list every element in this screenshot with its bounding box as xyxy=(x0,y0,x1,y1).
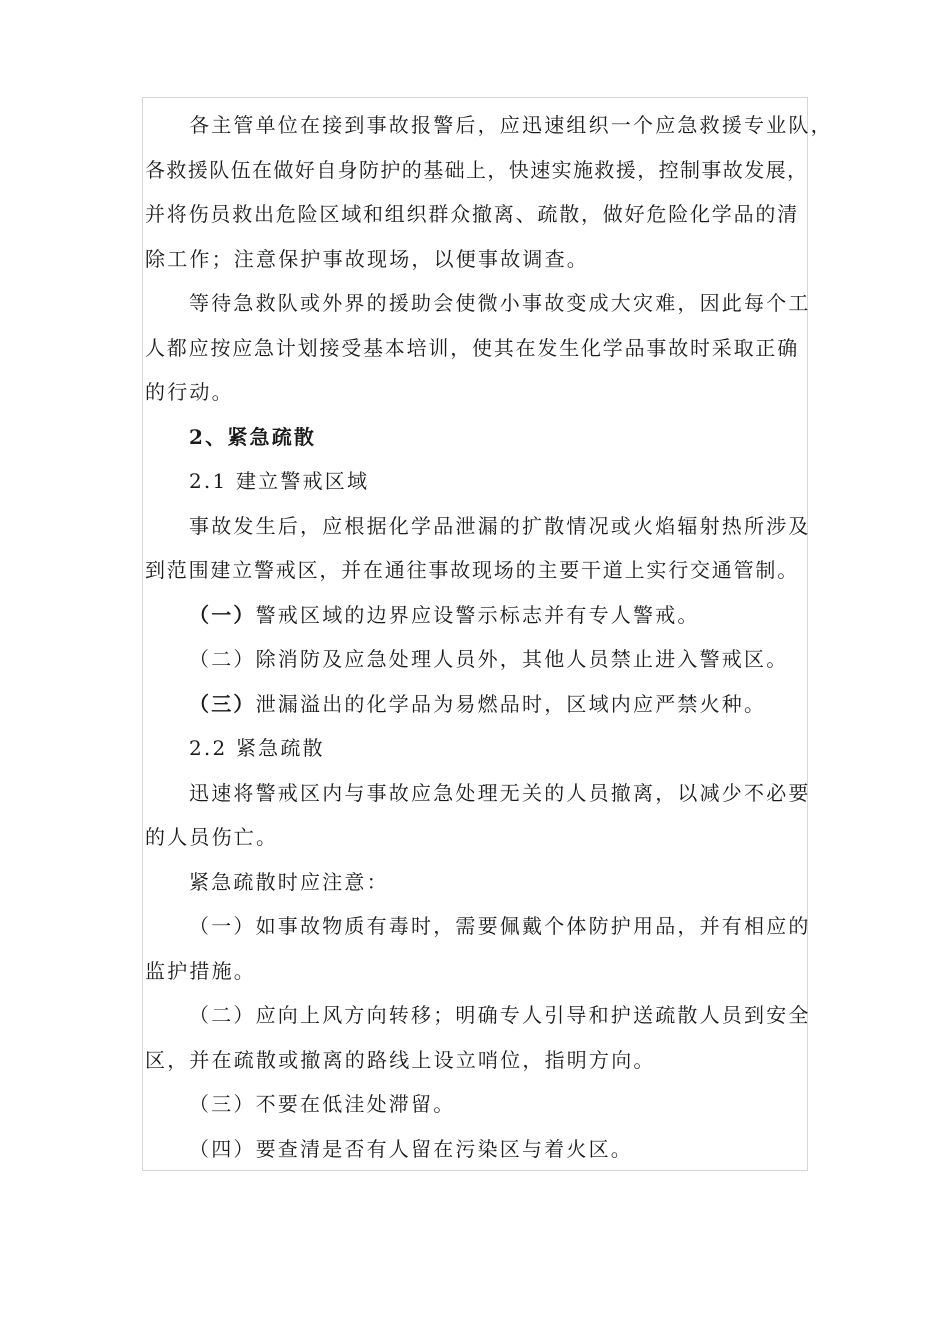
para1-line1: 各主管单位在接到事故报警后，应迅速组织一个应急救援专业队， xyxy=(189,113,833,137)
para2-line2: 人都应按应急计划接受基本培训，使其在发生化学品事故时采取正确 xyxy=(145,335,799,360)
evac-item-2-line1: （二）应向上风方向转移；明确专人引导和护送疏散人员到安全 xyxy=(189,1003,811,1027)
warn-item-1-text: 警戒区域的边界应设警示标志并有专人警戒。 xyxy=(255,602,700,627)
subsection-heading-2-1: 2.1 建立警戒区域 xyxy=(189,469,370,493)
evac-item-4: （四）要查清是否有人留在污染区与着火区。 xyxy=(189,1136,633,1161)
warn-item-2 xyxy=(145,637,820,682)
para2-line3: 的行动。 xyxy=(145,380,234,404)
para3-line1: 事故发生后，应根据化学品泄漏的扩散情况或火焰辐射热所涉及 xyxy=(189,513,811,538)
document-body xyxy=(145,103,833,1171)
evac-item-1-line2: 监护措施。 xyxy=(145,958,256,983)
para5: 紧急疏散时应注意： xyxy=(189,869,389,894)
para1-line2: 各救援队伍在做好自身防护的基础上，快速实施救援，控制事故发展， xyxy=(145,157,809,182)
warn-item-3-marker: （三） xyxy=(189,691,256,716)
para4-line2: 的人员伤亡。 xyxy=(145,825,279,849)
evac-item-2-line2: 区，并在疏散或撤离的路线上设立哨位，指明方向。 xyxy=(145,1047,656,1072)
subsection-heading-2-2: 2.2 紧急疏散 xyxy=(189,736,325,760)
warn-item-2-marker: （二） xyxy=(189,647,256,671)
evac-item-3: （三）不要在低洼处滞留。 xyxy=(189,1092,456,1116)
warn-item-3-text: 泄漏溢出的化学品为易燃品时，区域内应严禁火种。 xyxy=(255,691,767,716)
section-heading: 2、紧急疏散 xyxy=(189,424,317,449)
warn-item-1 xyxy=(145,593,820,638)
para3-line2: 到范围建立警戒区，并在通往事故现场的主要干道上实行交通管制。 xyxy=(145,558,799,582)
para1-line4: 除工作；注意保护事故现场，以便事故调查。 xyxy=(145,246,589,271)
para4-line1: 迅速将警戒区内与事故应急处理无关的人员撤离，以减少不必要 xyxy=(189,780,811,805)
warn-item-1-marker: （一） xyxy=(189,602,256,627)
warn-item-3 xyxy=(145,682,820,727)
warn-item-2-text: 除消防及应急处理人员外，其他人员禁止进入警戒区。 xyxy=(255,647,789,671)
para2-line1: 等待急救队或外界的援助会使微小事故变成大灾难，因此每个工 xyxy=(189,291,811,315)
evac-item-1-line1: （一）如事故物质有毒时，需要佩戴个体防护用品，并有相应的 xyxy=(189,914,811,938)
para1-line3: 并将伤员救出危险区域和组织群众撤离、疏散，做好危险化学品的清 xyxy=(145,202,799,226)
